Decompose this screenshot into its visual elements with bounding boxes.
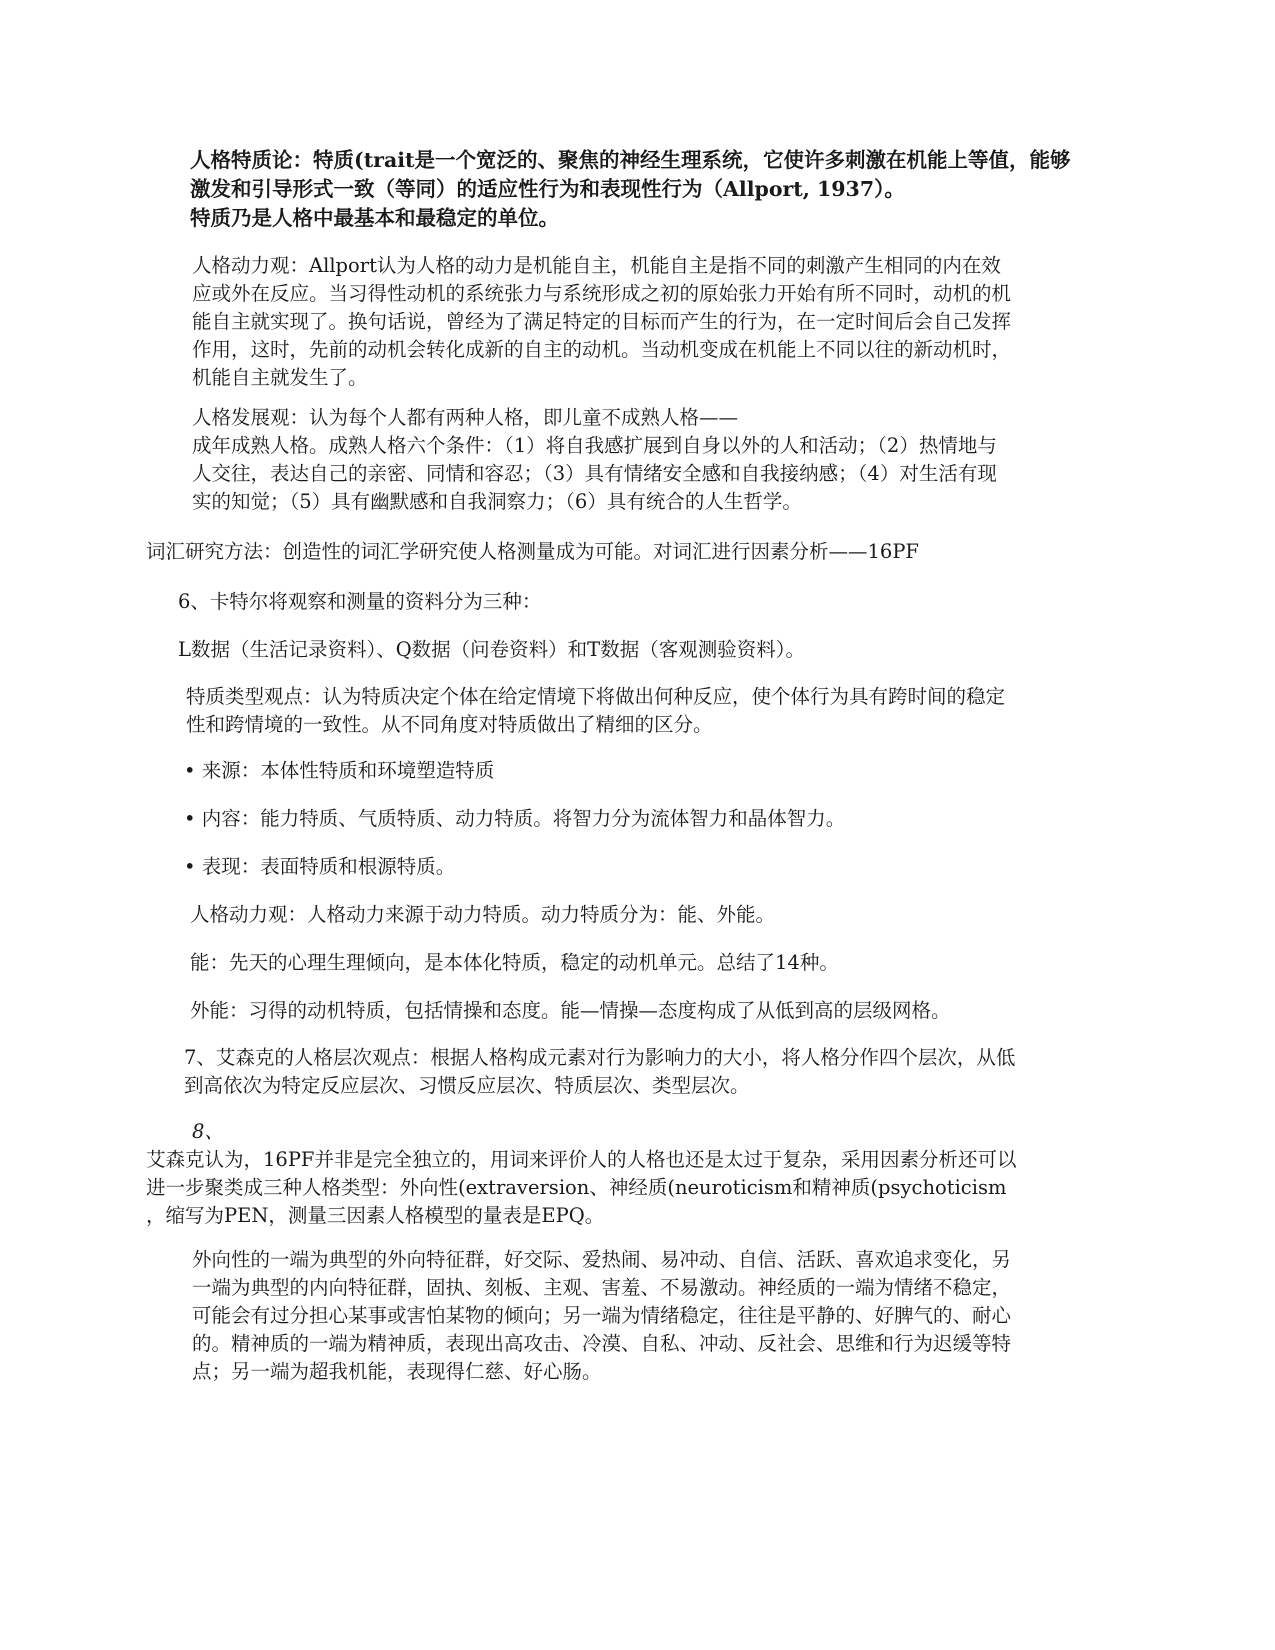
item-8-number [192,1118,224,1146]
text-line: 成年成熟人格。成熟人格六个条件：（1）将自我感扩展到自身以外的人和活动；（2）热情地与 [192,434,997,457]
text-line: • 内容：能力特质、气质特质、动力特质。将智力分为流体智力和晶体智力。 [184,807,846,830]
text-line: 应或外在反应。当习得性动机的系统张力与系统形成之初的原始张力开始有所不同时，动机的机 [192,282,1012,305]
text-line: 外能：习得的动机特质，包括情操和态度。能—情操—态度构成了从低到高的层级网格。 [190,999,951,1022]
text-line: 特质乃是人格中最基本和最稳定的单位。 [190,206,559,230]
text-line: 人格动力观：人格动力来源于动力特质。动力特质分为：能、外能。 [190,903,776,926]
text-line: 一端为典型的内向特征群，固执、刻板、主观、害羞、不易激动。神经质的一端为情绪不稳定， [192,1276,1012,1299]
text-line: 7、艾森克的人格层次观点：根据人格构成元素对行为影响力的大小，将人格分作四个层次，从低 [184,1046,1016,1069]
bullet-item-expression [184,853,455,881]
text-line: 外向性的一端为典型的外向特征群，好交际、爱热闹、易冲动、自信、活跃、喜欢追求变化，另 [192,1248,1012,1271]
text-line: 作用，这时，先前的动机会转化成新的自主的动机。当动机变成在机能上不同以往的新动机时， [192,338,1012,361]
bullet-item-content [184,805,845,833]
text-line: • 表现：表面特质和根源特质。 [184,855,456,878]
cattell-dynamics-paragraph [190,901,775,929]
text-line: L数据（生活记录资料）、Q数据（问卷资料）和T数据（客观测验资料）。 [178,638,805,661]
text-line: 特质类型观点：认为特质决定个体在给定情境下将做出何种反应，使个体行为具有跨时间的稳定 [186,685,1006,708]
text-line: 能自主就实现了。换句话说，曾经为了满足特定的目标而产生的行为，在一定时间后会自己发挥 [192,310,1012,333]
text-line: 到高依次为特定反应层次、习惯反应层次、特质层次、类型层次。 [184,1074,750,1097]
erg-paragraph [190,949,839,977]
trait-theory-paragraph [190,146,1071,233]
bullet-item-source [184,757,494,785]
text-line: 人交往，表达自己的亲密、同情和容忍；（3）具有情绪安全感和自我接纳感；（4）对生活有现 [192,462,997,485]
eysenck-levels-paragraph [184,1044,1015,1100]
text-line: ，缩写为PEN，测量三因素人格模型的量表是EPQ。 [146,1204,605,1227]
text-line: 词汇研究方法：创造性的词汇学研究使人格测量成为可能。对词汇进行因素分析——16PF [146,540,919,563]
text-line: 人格动力观：Allport认为人格的动力是机能自主，机能自主是指不同的刺激产生相同的内在效 [192,254,1001,277]
trait-type-paragraph [186,683,1005,739]
allport-development-paragraph [192,404,997,516]
text-line: 进一步聚类成三种人格类型：外向性(extraversion、神经质(neuroticism和精神质(psychoticism [146,1176,1007,1199]
metanerg-paragraph [190,997,951,1025]
pen-description-paragraph [192,1246,1011,1386]
lexical-method-paragraph [146,538,919,566]
text-line: 可能会有过分担心某事或害怕某物的倾向；另一端为情绪稳定，往往是平静的、好脾气的、耐心 [192,1304,1012,1327]
text-line: 能：先天的心理生理倾向，是本体化特质，稳定的动机单元。总结了14种。 [190,951,839,974]
text-line: 的。精神质的一端为精神质，表现出高攻击、冷漠、自私、冲动、反社会、思维和行为迟缓等特 [192,1332,1012,1355]
text-line: 8、 [192,1120,224,1143]
text-line: 实的知觉；（5）具有幽默感和自我洞察力；（6）具有统合的人生哲学。 [192,490,802,513]
allport-dynamics-paragraph [192,252,1011,392]
cattell-data-paragraph [178,636,805,664]
text-line: 点；另一端为超我机能，表现得仁慈、好心肠。 [192,1360,602,1383]
text-line: 激发和引导形式一致（等同）的适应性行为和表现性行为（Allport, 1937）。 [190,177,905,201]
text-line: 人格发展观：认为每个人都有两种人格，即儿童不成熟人格—— [192,406,739,429]
text-line: 性和跨情境的一致性。从不同角度对特质做出了精细的区分。 [186,713,713,736]
text-line: 人格特质论：特质(trait是一个宽泛的、聚焦的神经生理系统，它使许多刺激在机能上等值，能够 [190,148,1071,172]
cattell-heading [178,588,541,616]
text-line: 6、卡特尔将观察和测量的资料分为三种： [178,590,542,613]
text-line: 机能自主就发生了。 [192,366,368,389]
text-line: • 来源：本体性特质和环境塑造特质 [184,759,495,782]
text-line: 艾森克认为，16PF并非是完全独立的，用词来评价人的人格也还是太过于复杂，采用因素分析还可以 [146,1148,1017,1171]
eysenck-pen-paragraph [146,1146,1016,1230]
